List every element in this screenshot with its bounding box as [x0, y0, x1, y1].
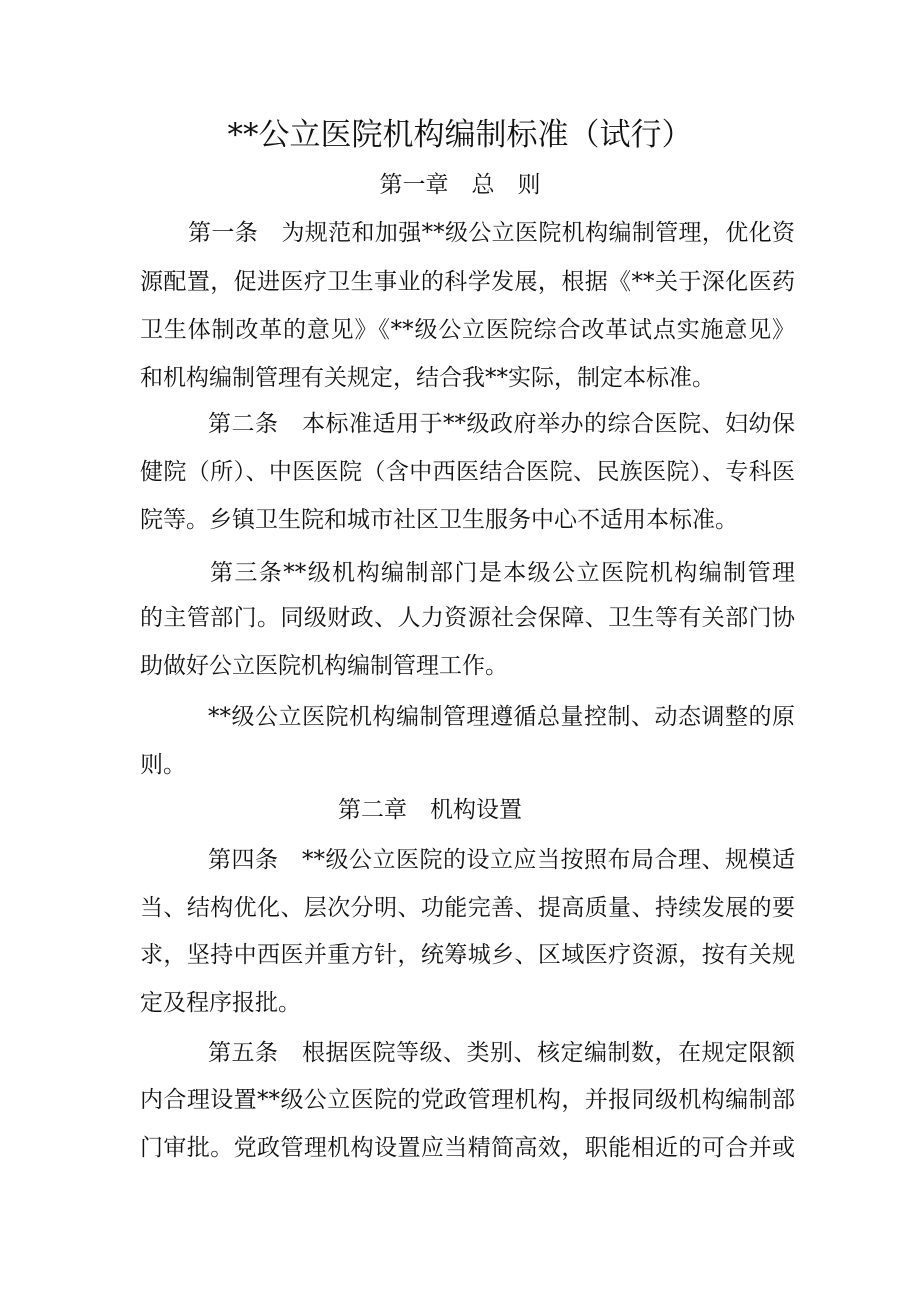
paragraph-6-line-3: 门审批。党政管理机构设置应当精简高效，职能相近的可合并或	[140, 1135, 795, 1161]
paragraph-1-line-1: 第一条 为规范和加强**级公立医院机构编制管理，优化资	[188, 220, 795, 246]
chapter-heading-2: 第二章 机构设置	[338, 797, 522, 823]
paragraph-3-line-1: 第三条**级机构编制部门是本级公立医院机构编制管理	[210, 560, 795, 586]
paragraph-2-line-3: 院等。乡镇卫生院和城市社区卫生服务中心不适用本标准。	[140, 507, 738, 533]
paragraph-5-line-2: 当、结构优化、层次分明、功能完善、提高质量、持续发展的要	[140, 895, 795, 921]
paragraph-6-line-1: 第五条 根据医院等级、类别、核定编制数，在规定限额	[208, 1040, 795, 1066]
paragraph-1-line-2: 源配置，促进医疗卫生事业的科学发展，根据《**关于深化医药	[140, 269, 795, 295]
paragraph-4-line-1: **级公立医院机构编制管理遵循总量控制、动态调整的原	[208, 704, 795, 730]
document-title: **公立医院机构编制标准（试行）	[227, 117, 693, 153]
paragraph-2-line-2: 健院（所）、中医医院（含中西医结合医院、民族医院）、专科医	[140, 459, 795, 485]
paragraph-5-line-4: 定及程序报批。	[140, 990, 301, 1016]
paragraph-1-line-3: 卫生体制改革的意见》《**级公立医院综合改革试点实施意见》	[140, 317, 795, 343]
paragraph-2-line-1: 第二条 本标准适用于**级政府举办的综合医院、妇幼保	[208, 411, 795, 437]
paragraph-5-line-1: 第四条 **级公立医院的设立应当按照布局合理、规模适	[208, 847, 795, 873]
paragraph-3-line-3: 助做好公立医院机构编制管理工作。	[140, 653, 508, 679]
paragraph-5-line-3: 求，坚持中西医并重方针，统筹城乡、区域医疗资源，按有关规	[140, 942, 795, 968]
chapter-heading-1: 第一章 总 则	[379, 172, 541, 198]
paragraph-1-line-4: 和机构编制管理有关规定，结合我**实际，制定本标准。	[140, 365, 715, 391]
paragraph-4-line-2: 则。	[140, 752, 186, 778]
paragraph-6-line-2: 内合理设置**级公立医院的党政管理机构，并报同级机构编制部	[140, 1087, 795, 1113]
paragraph-3-line-2: 的主管部门。同级财政、人力资源社会保障、卫生等有关部门协	[140, 605, 795, 631]
